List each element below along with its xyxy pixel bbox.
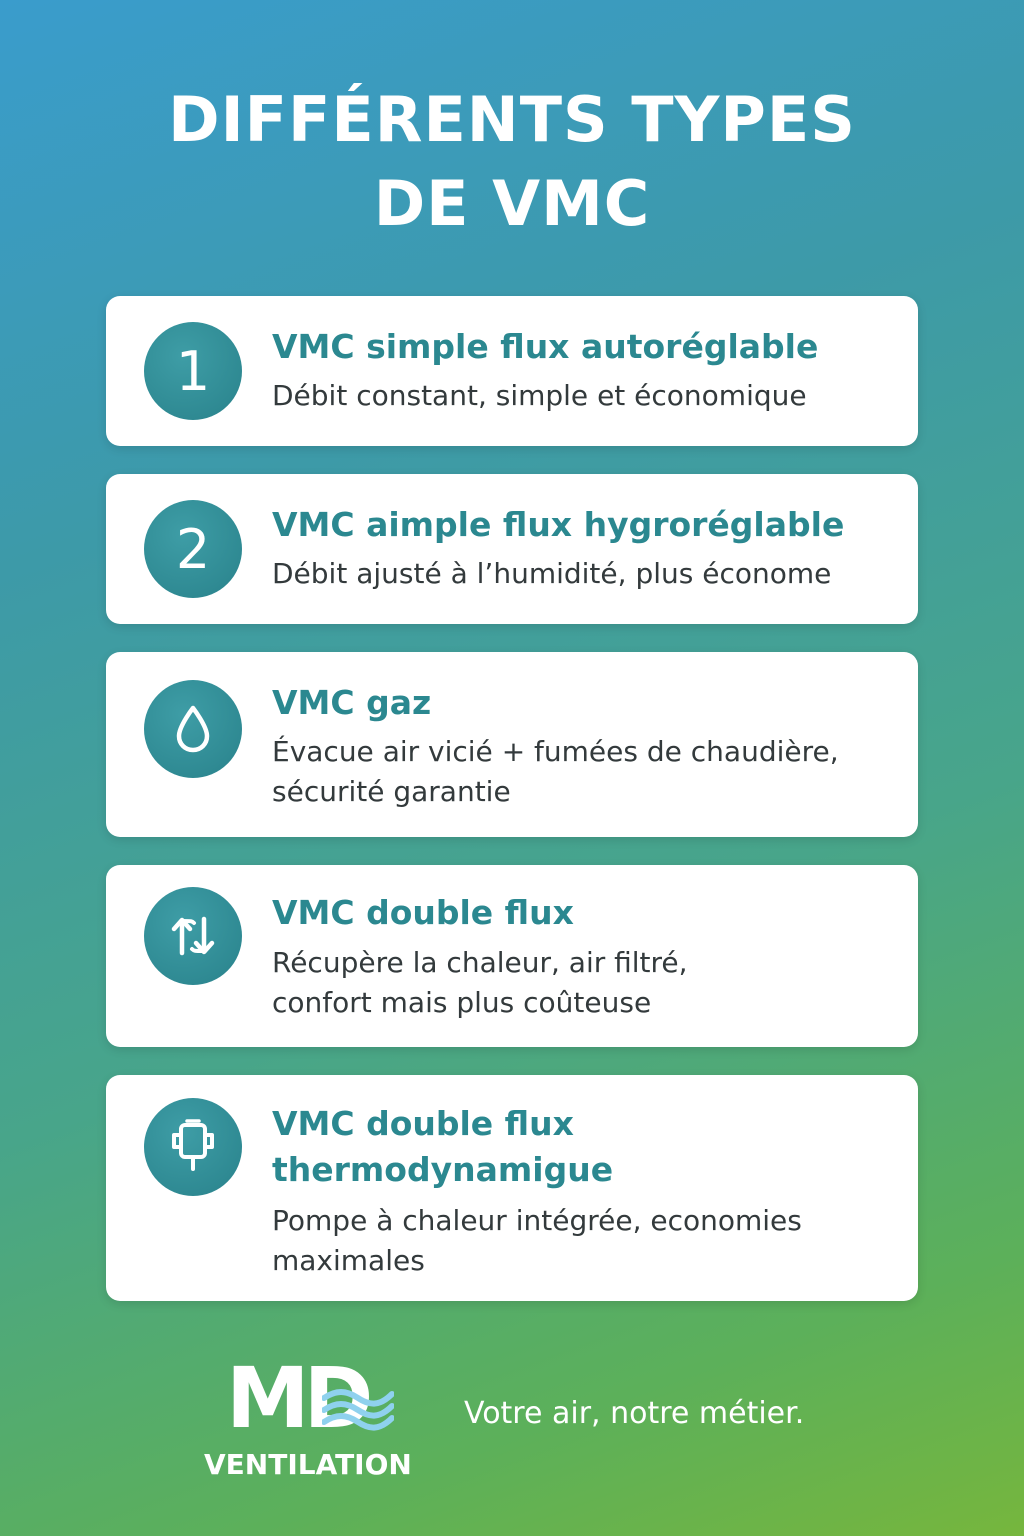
card-description-line: Évacue air vicié + fumées de chaudière,: [272, 735, 839, 768]
logo-name: VENTILATION: [204, 1448, 412, 1481]
card-title-line-1: VMC double flux: [272, 1104, 574, 1143]
exchange-arrows-icon: [144, 887, 242, 985]
card-description: [272, 732, 839, 812]
card-description-line: sécurité garantie: [272, 775, 511, 808]
card-description: [272, 554, 831, 594]
card-simple-flux-autoreglable: [106, 296, 918, 446]
number-badge-1: 1: [144, 322, 242, 420]
card-vmc-gaz: [106, 652, 918, 837]
card-title: VMC aimple flux hygroréglable: [272, 505, 845, 544]
tagline: Votre air, notre métier.: [464, 1396, 805, 1431]
card-description-line: Récupère la chaleur, air filtré,: [272, 946, 688, 979]
title-line-1: DIFFÉRENTS TYPES: [168, 83, 856, 156]
card-title: VMC double flux: [272, 893, 574, 932]
heat-pump-icon: [144, 1098, 242, 1196]
card-vmc-double-flux-thermodynamique: [106, 1075, 918, 1301]
card-description-line: Pompe à chaleur intégrée, economies: [272, 1204, 802, 1237]
number-badge-2: 2: [144, 500, 242, 598]
water-drop-icon: [144, 680, 242, 778]
card-description: [272, 943, 688, 1023]
title-line-2: DE VMC: [373, 167, 651, 240]
card-description-line: maximales: [272, 1244, 425, 1277]
logo-letters: MD: [226, 1349, 368, 1447]
card-title: VMC simple flux autoréglable: [272, 327, 819, 366]
page-title: [0, 78, 1024, 246]
card-title-line-2: thermodynamigue: [272, 1150, 614, 1189]
card-simple-flux-hygroreglable: [106, 474, 918, 624]
card-description: [272, 1201, 802, 1281]
card-description-line: Débit ajusté à l’humidité, plus économe: [272, 557, 832, 590]
card-vmc-double-flux: [106, 865, 918, 1047]
md-ventilation-logo: [204, 1349, 424, 1486]
card-description-line: Débit constant, simple et économique: [272, 379, 807, 412]
card-description-line: confort mais plus coûteuse: [272, 986, 652, 1019]
card-description: [272, 376, 807, 416]
wave-icon: [322, 1386, 394, 1436]
card-title: VMC gaz: [272, 683, 432, 722]
